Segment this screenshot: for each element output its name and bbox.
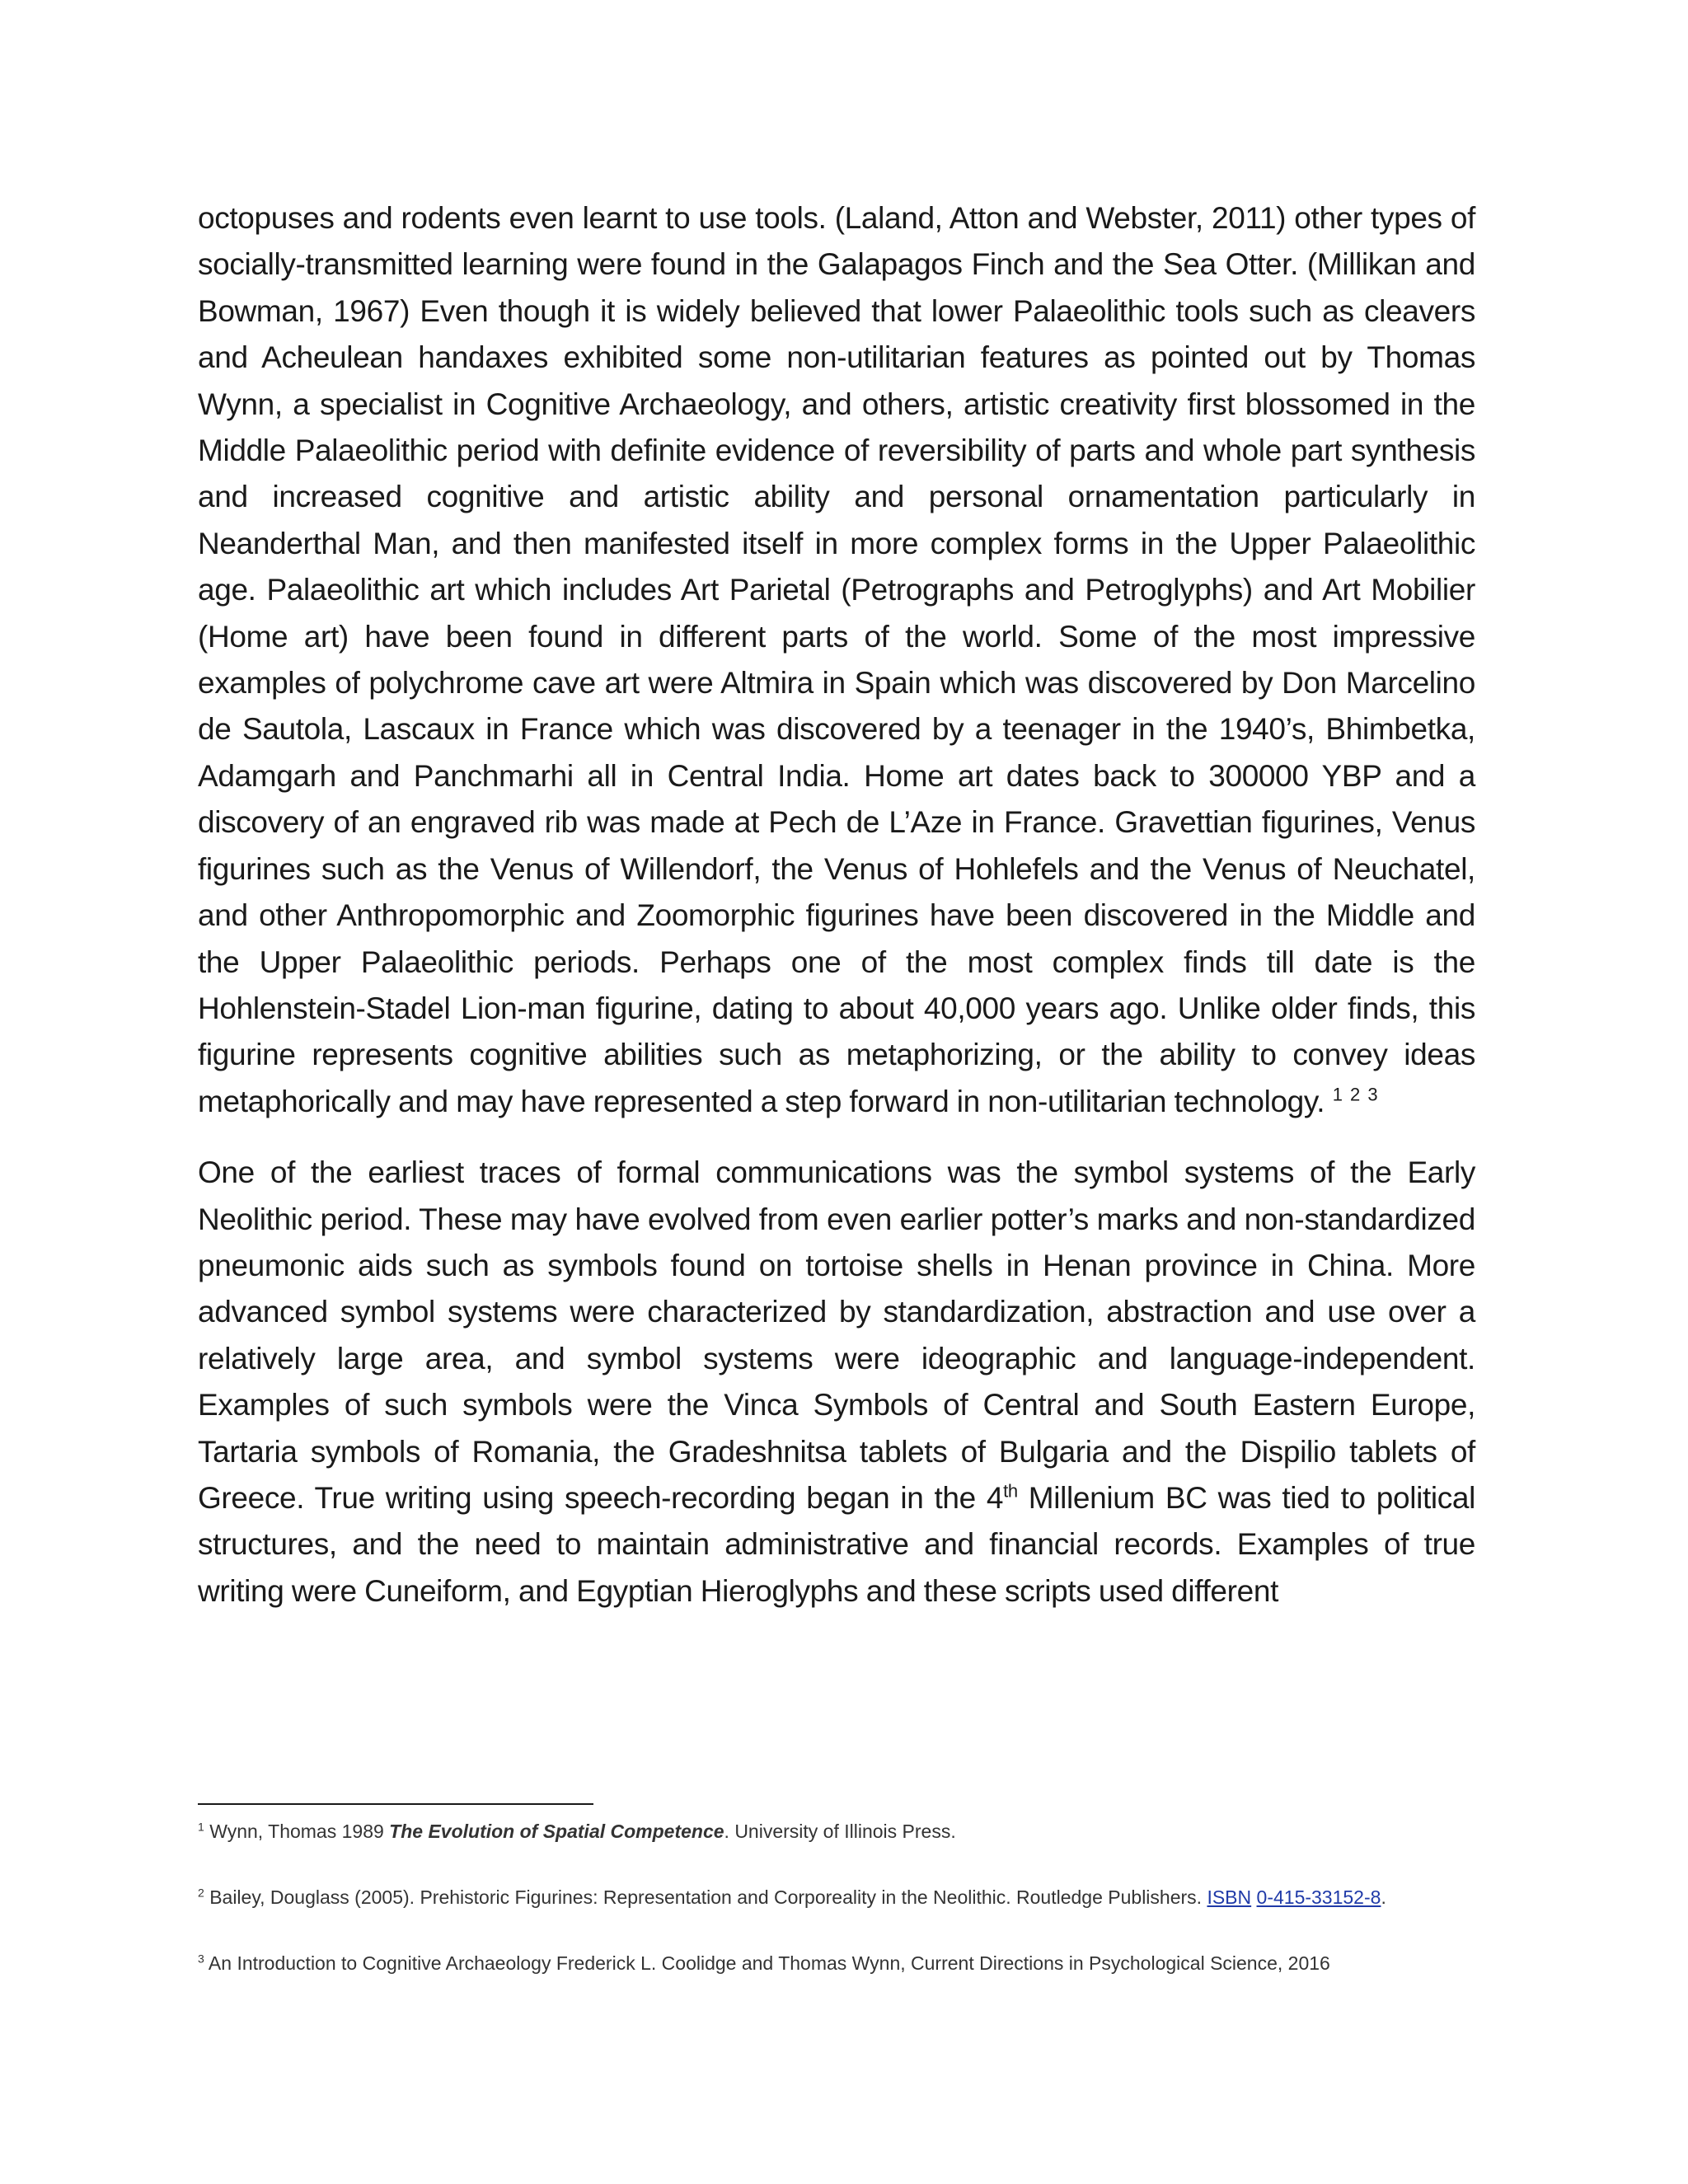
footnote-2-text: Bailey, Douglass (2005). Prehistoric Figurines: Representation and Corporeality in the Neolithic. Routledge Publishers.	[209, 1886, 1203, 1908]
footnote-1-author: Wynn, Thomas 1989	[209, 1821, 384, 1842]
footnote-2-end: .	[1381, 1886, 1386, 1908]
footnote-3-text: An Introduction to Cognitive Archaeology Frederick L. Coolidge and Thomas Wynn, Current Directions in Psychological Science, 2016	[208, 1952, 1330, 1974]
isbn-number-link[interactable]: 0-415-33152-8	[1256, 1886, 1381, 1908]
footnote-3	[198, 1950, 1517, 1976]
footnote-ref-2[interactable]: 2	[1350, 1084, 1360, 1105]
footnotes	[198, 1818, 1517, 2016]
paragraph-1-text: octopuses and rodents even learnt to use tools. (Laland, Atton and Webster, 2011) other types of socially-transmitted learning were found in the Galapagos Finch and the Sea Otter. (Millikan and Bowman, 1967) Even though it is widely believed that lower Palaeolithic tools such as cleavers and Acheulean handaxes exhibited some non-utilitarian features as pointed out by Thomas Wynn, a specialist in Cognitive Archaeology, and others, artistic creativity first blossomed in the Middle Palaeolithic period with definite evidence of reversibility of parts and whole part synthesis and increased cognitive and artistic ability and personal ornamentation particularly in Neanderthal Man, and then manifested itself in more complex forms in the Upper Palaeolithic age. Palaeolithic art which includes Art Parietal (Petrographs and Petroglyphs) and Art Mobilier (Home art) have been found in different parts of the world. Some of the most impressive examples of polychrome cave art were Altmira in Spain which was discovered by Don Marcelino de Sautola, Lascaux in France which was discovered by a teenager in the 1940’s, Bhimbetka, Adamgarh and Panchmarhi all in Central India. Home art dates back to 300000 YBP and a discovery of an engraved rib was made at Pech de L’Aze in France. Gravettian figurines, Venus figurines such as the Venus of Willendorf, the Venus of Hohlefels and the Venus of Neuchatel, and other Anthropomorphic and Zoomorphic figurines have been discovered in the Middle and the Upper Palaeolithic periods. Perhaps one of the most complex finds till date is the Hohlenstein-Stadel Lion-man figurine, dating to about 40,000 years ago. Unlike older finds, this figurine represents cognitive abilities such as metaphorizing, or the ability to convey ideas metaphorically and may have represented a step forward in non-utilitarian technology.	[198, 201, 1475, 1118]
footnote-2-number: 2	[198, 1886, 204, 1900]
body-text	[198, 195, 1475, 1615]
footnote-separator	[198, 1803, 593, 1805]
paragraph-1	[198, 195, 1475, 1125]
isbn-link[interactable]: ISBN	[1207, 1886, 1252, 1908]
footnote-1-title: The Evolution of Spatial Competence	[389, 1821, 724, 1842]
footnote-ref-1[interactable]: 1	[1332, 1084, 1343, 1105]
paragraph-2	[198, 1150, 1475, 1615]
footnote-1-publisher: . University of Illinois Press.	[724, 1821, 956, 1842]
ordinal-suffix: th	[1003, 1480, 1018, 1502]
paragraph-2-text-after: Millenium BC was tied to political structures, and the need to maintain administrative and financial records. Examples of true writing were Cuneiform, and Egyptian Hieroglyphs and these scripts used different	[198, 1480, 1475, 1608]
paragraph-2-text-before: One of the earliest traces of formal communications was the symbol systems of the Early Neolithic period. These may have evolved from even earlier potter’s marks and non-standardized pneumonic aids such as symbols found on tortoise shells in Henan province in China. More advanced symbol systems were characterized by standardization, abstraction and use over a relatively large area, and symbol systems were ideographic and language-independent. Examples of such symbols were the Vinca Symbols of Central and South Eastern Europe, Tartaria symbols of Romania, the Gradeshnitsa tablets of Bulgaria and the Dispilio tablets of Greece. True writing using speech-recording began in the 4	[198, 1155, 1475, 1515]
footnote-2	[198, 1884, 1517, 1910]
footnote-1-number: 1	[198, 1820, 204, 1834]
footnote-1	[198, 1818, 1517, 1844]
footnote-3-number: 3	[198, 1952, 204, 1966]
footnote-ref-3[interactable]: 3	[1367, 1084, 1378, 1105]
